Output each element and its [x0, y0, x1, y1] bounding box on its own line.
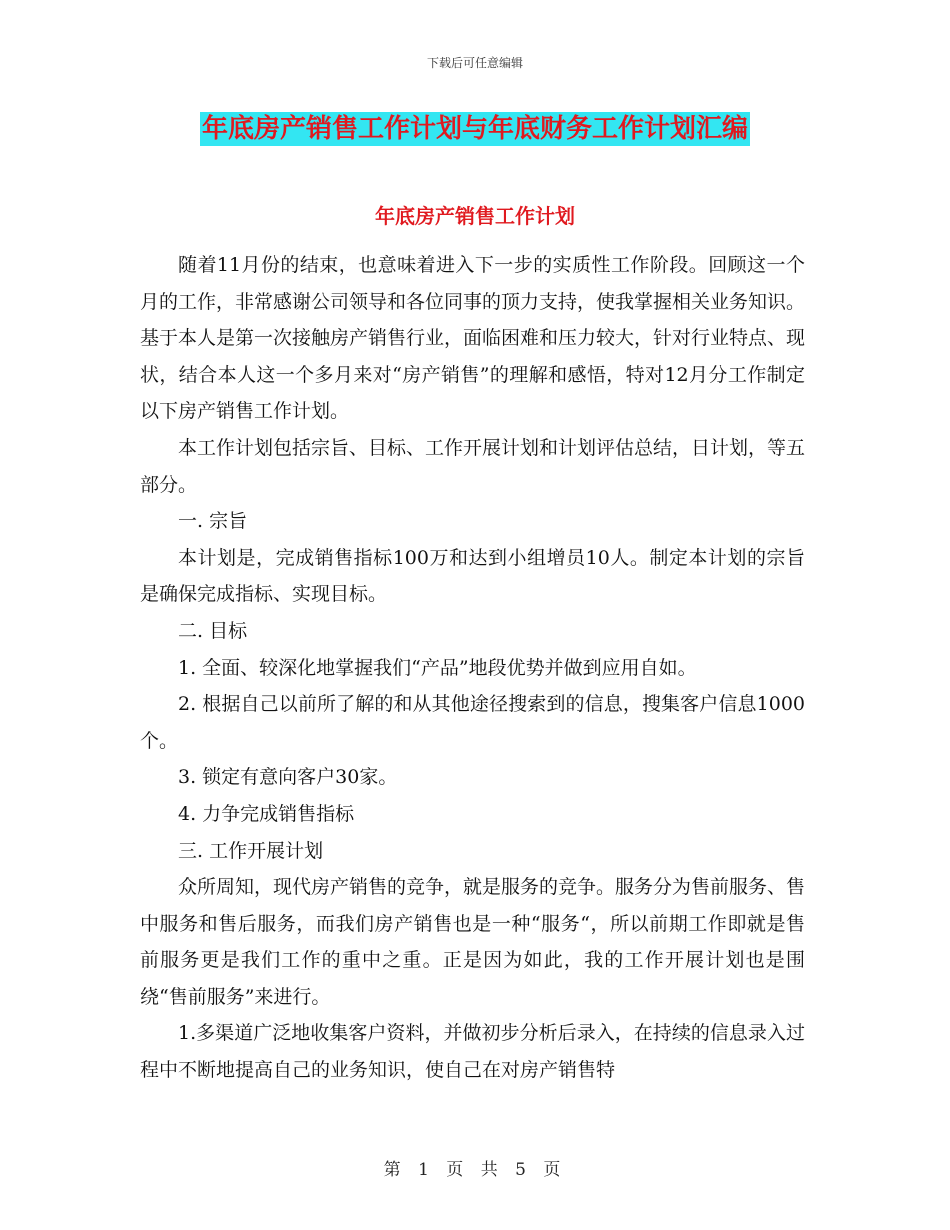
paragraph-service: 众所周知，现代房产销售的竞争，就是服务的竞争。服务分为售前服务、售中服务和售后服务，而我们房产销售也是一种“服务“，所以前期工作即就是售前服务更是我们工作的重中之重。正是因为如此，我的工作开展计划也是围绕“售前服务”来进行。	[140, 876, 806, 1008]
goal-item-1: 1. 全面、较深化地掌握我们“产品”地段优势并做到应用自如。	[178, 656, 697, 679]
heading-goals: 二. 目标	[178, 619, 248, 642]
document-body	[140, 247, 805, 1089]
plan-item-1: 1.多渠道广泛地收集客户资料，并做初步分析后录入，在持续的信息录入过程中不断地提高自己的业务知识，使自己在对房产销售特	[140, 1022, 805, 1082]
heading-purpose: 一. 宗旨	[178, 510, 248, 533]
goal-item-3: 3. 锁定有意向客户30家。	[178, 766, 398, 789]
document-title: 年底房产销售工作计划与年底财务工作计划汇编	[201, 114, 748, 144]
goal-item-4: 4. 力争完成销售指标	[178, 802, 355, 825]
header-note: 下载后可任意编辑	[426, 56, 523, 70]
goal-item-2: 2. 根据自己以前所了解的和从其他途径搜索到的信息，搜集客户信息1000个。	[140, 693, 805, 752]
section-title: 年底房产销售工作计划	[375, 204, 575, 228]
document-title-container	[0, 112, 950, 146]
paragraph-purpose: 本计划是，完成销售指标100万和达到小组增员10人。制定本计划的宗旨是确保完成指标、实现目标。	[140, 546, 805, 606]
page-number: 第 1 页 共 5 页	[383, 1160, 567, 1180]
paragraph-overview: 本工作计划包括宗旨、目标、工作开展计划和计划评估总结，日计划，等五部分。	[140, 436, 806, 496]
heading-work-plan: 三. 工作开展计划	[178, 839, 324, 862]
paragraph-intro: 随着11月份的结束，也意味着进入下一步的实质性工作阶段。回顾这一个月的工作，非常感谢公司领导和各位同事的顶力支持，使我掌握相关业务知识。基于本人是第一次接触房产销售行业，面临困难和压力较大，针对行业特点、现状，结合本人这一个多月来对“房产销售”的理解和感悟，特对12月分工作制定以下房产销售工作计划。	[140, 254, 806, 423]
